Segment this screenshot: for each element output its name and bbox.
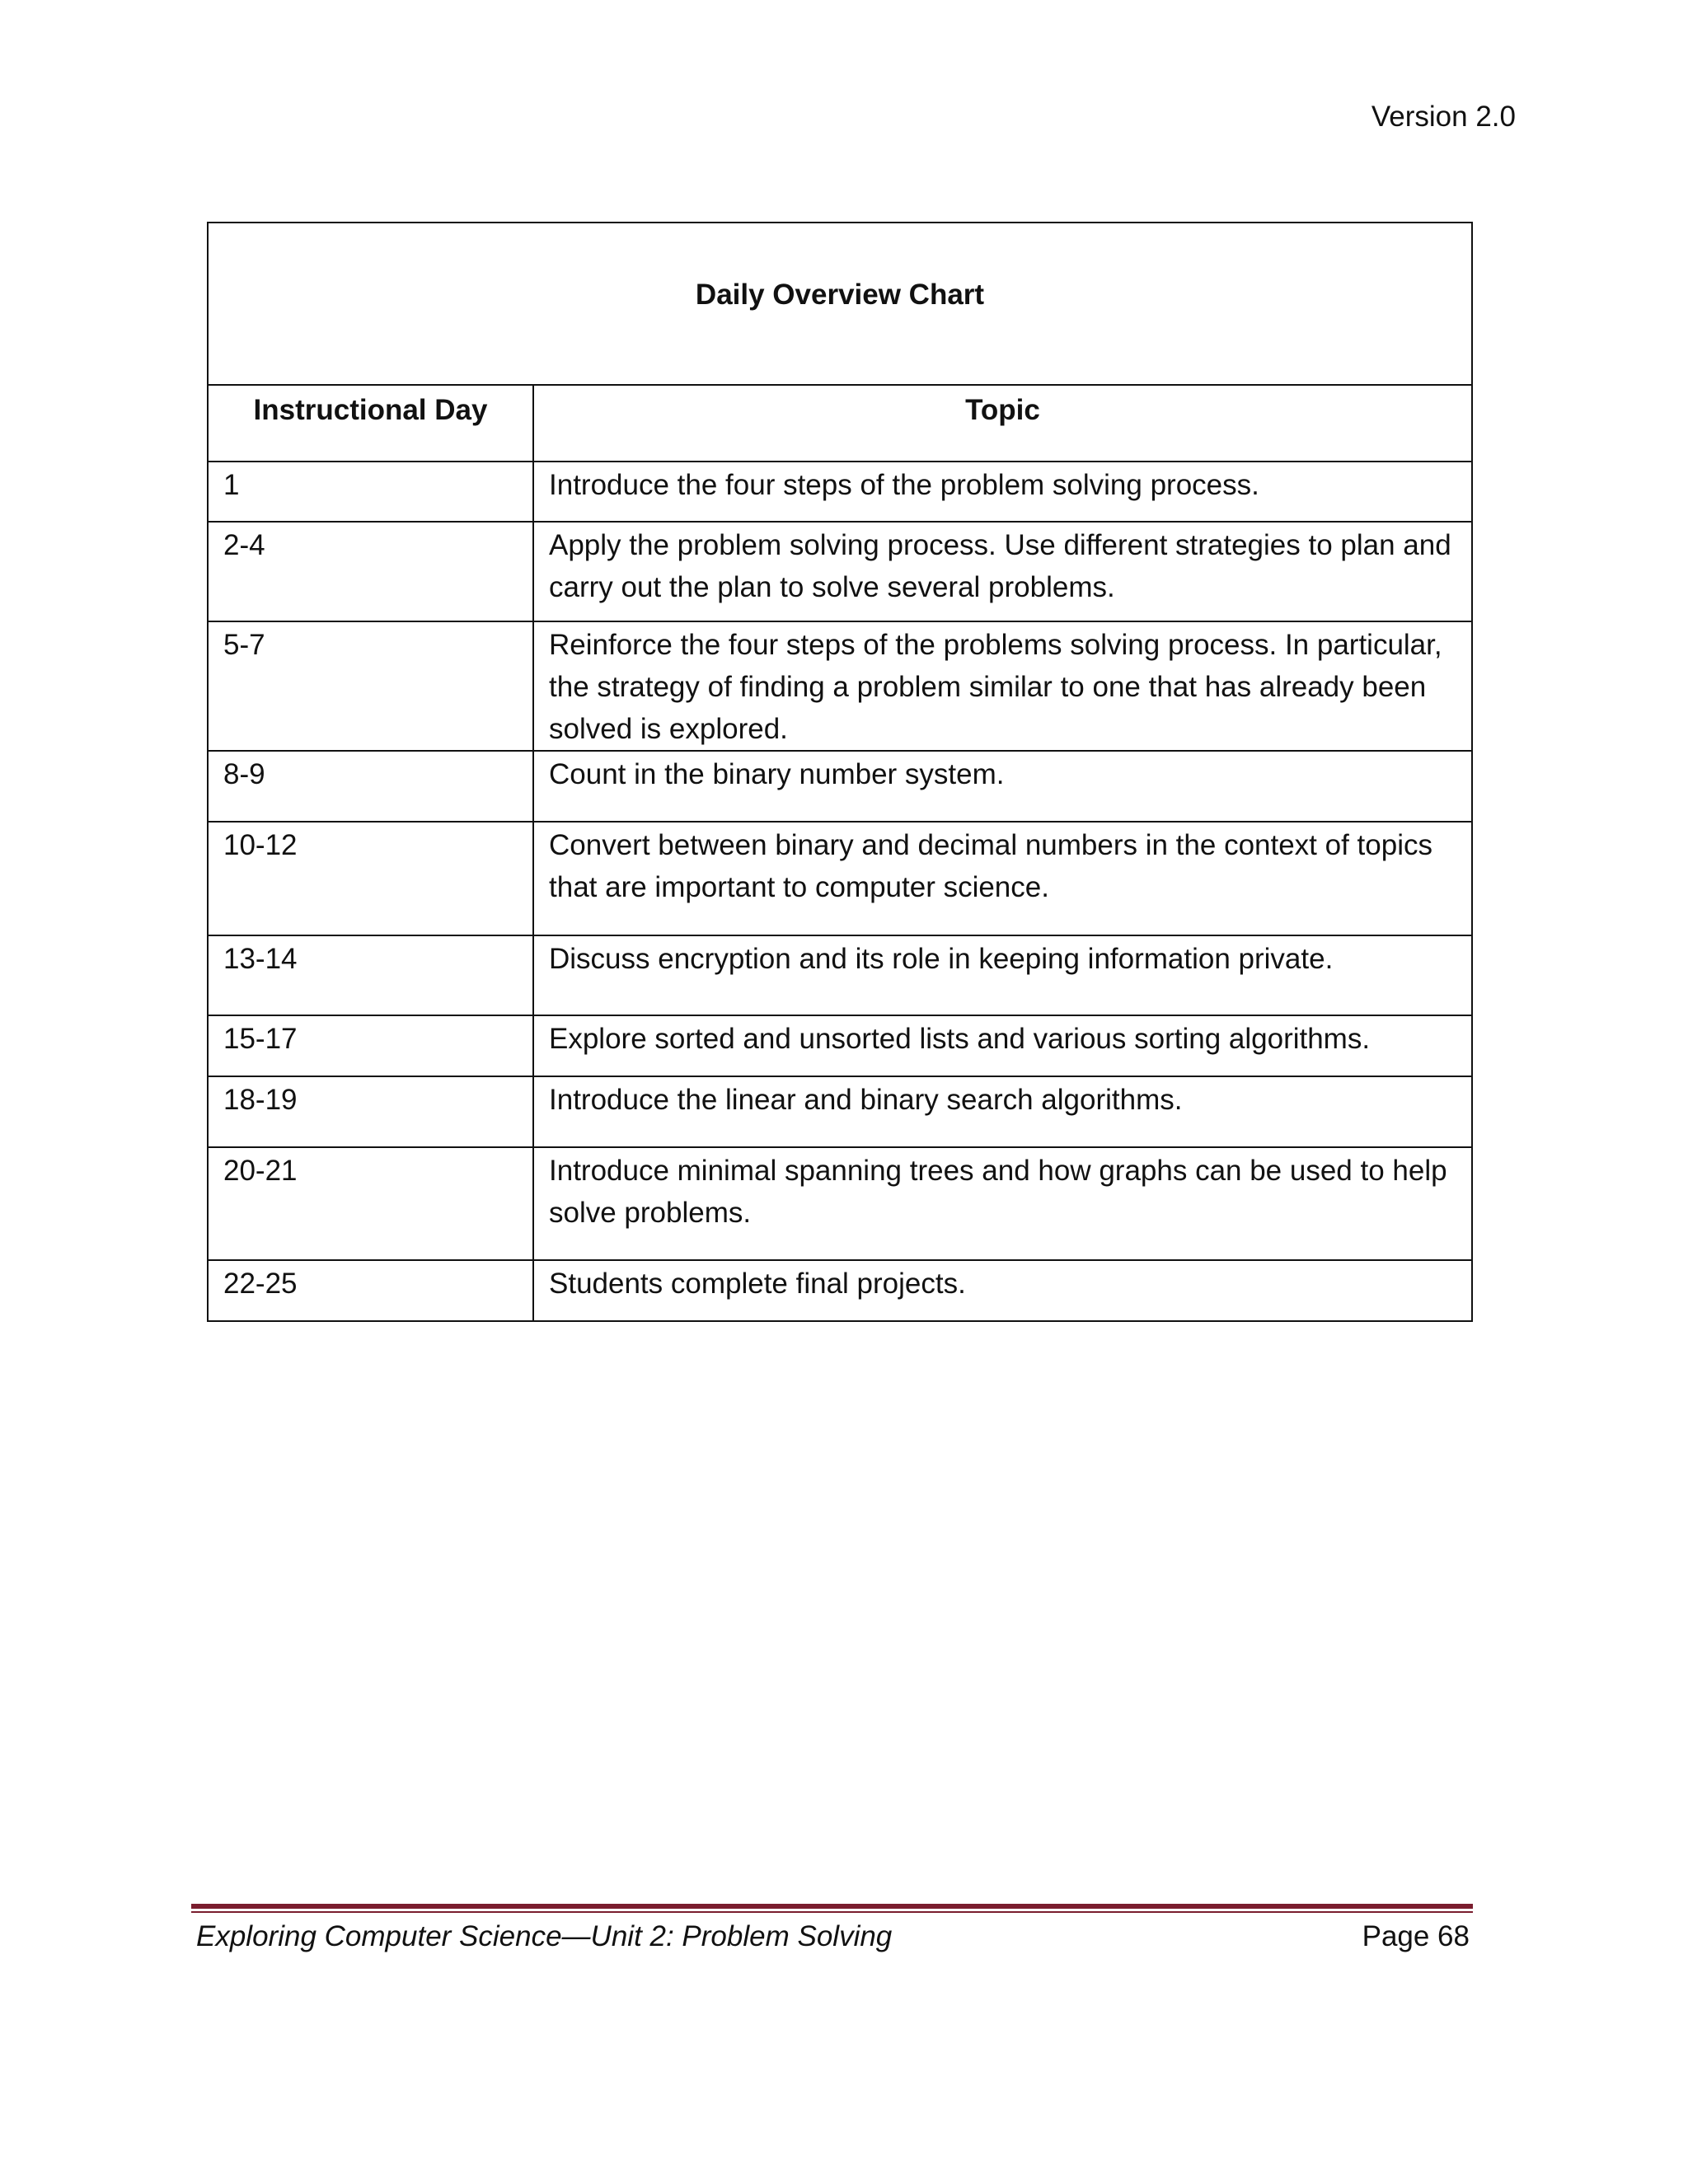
- day-cell: 22-25: [208, 1260, 533, 1321]
- footer-title: Exploring Computer Science—Unit 2: Problem Solving: [196, 1920, 893, 1952]
- table-row: [208, 1147, 1472, 1260]
- table-row: [208, 462, 1472, 522]
- table-title: Daily Overview Chart: [208, 223, 1472, 385]
- footer-rule-thin: [191, 1911, 1473, 1913]
- day-cell: 10-12: [208, 822, 533, 935]
- day-cell: 8-9: [208, 751, 533, 822]
- table-row: [208, 621, 1472, 751]
- table-row: [208, 751, 1472, 822]
- column-header-topic: Topic: [533, 385, 1472, 462]
- topic-cell: Explore sorted and unsorted lists and various sorting algorithms.: [533, 1015, 1472, 1076]
- table-row: [208, 1015, 1472, 1076]
- table-title-row: [208, 223, 1472, 385]
- topic-cell: Reinforce the four steps of the problems solving process. In particular, the strategy of finding a problem similar to one that has already been solved is explored.: [533, 621, 1472, 751]
- day-cell: 13-14: [208, 935, 533, 1015]
- topic-cell: Count in the binary number system.: [533, 751, 1472, 822]
- column-header-day: Instructional Day: [208, 385, 533, 462]
- topic-cell: Discuss encryption and its role in keeping information private.: [533, 935, 1472, 1015]
- topic-cell: Apply the problem solving process. Use different strategies to plan and carry out the plan to solve several problems.: [533, 522, 1472, 621]
- day-cell: 20-21: [208, 1147, 533, 1260]
- table-row: [208, 1260, 1472, 1321]
- table-row: [208, 822, 1472, 935]
- table-row: [208, 522, 1472, 621]
- table-row: [208, 935, 1472, 1015]
- page-number: Page 68: [1362, 1920, 1470, 1952]
- day-cell: 15-17: [208, 1015, 533, 1076]
- table-header-row: [208, 385, 1472, 462]
- daily-overview-table: [207, 222, 1473, 1322]
- day-cell: 18-19: [208, 1076, 533, 1147]
- footer-rule: [191, 1904, 1473, 1913]
- version-label: Version 2.0: [1371, 101, 1516, 133]
- topic-cell: Convert between binary and decimal numbers in the context of topics that are important to computer science.: [533, 822, 1472, 935]
- topic-cell: Introduce the four steps of the problem solving process.: [533, 462, 1472, 522]
- topic-cell: Introduce the linear and binary search algorithms.: [533, 1076, 1472, 1147]
- table-row: [208, 1076, 1472, 1147]
- day-cell: 1: [208, 462, 533, 522]
- day-cell: 2-4: [208, 522, 533, 621]
- topic-cell: Students complete final projects.: [533, 1260, 1472, 1321]
- topic-cell: Introduce minimal spanning trees and how graphs can be used to help solve problems.: [533, 1147, 1472, 1260]
- day-cell: 5-7: [208, 621, 533, 751]
